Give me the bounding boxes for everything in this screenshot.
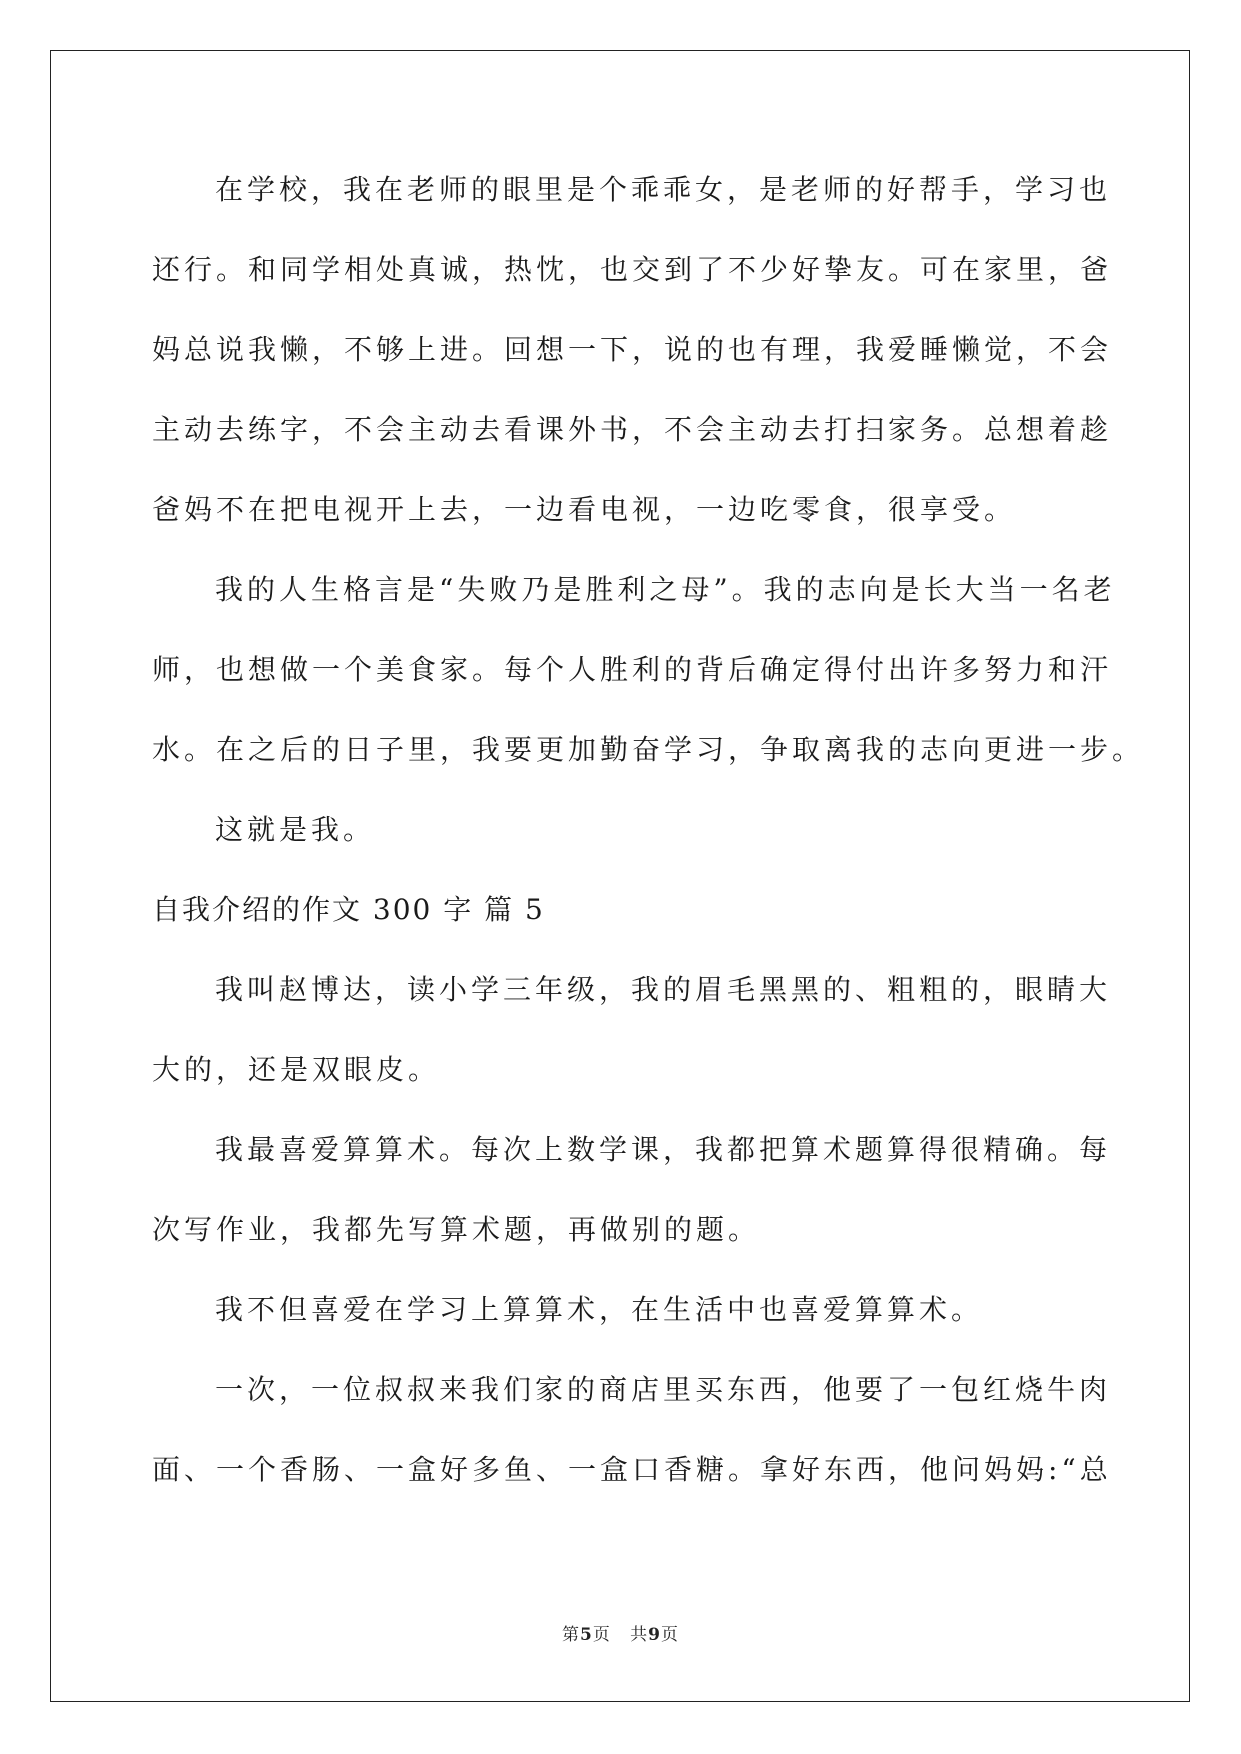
current-page-number: 5 xyxy=(580,1625,593,1645)
text-line: 我的人生格言是“失败乃是胜利之母”。我的志向是长大当一名老 xyxy=(215,573,1116,606)
footer-prefix: 第 xyxy=(562,1625,581,1645)
total-page-number: 9 xyxy=(648,1625,661,1645)
text-line: 我最喜爱算算术。每次上数学课，我都把算术题算得很精确。每 xyxy=(215,1133,1112,1166)
text-line: 一次，一位叔叔来我们家的商店里买东西，他要了一包红烧牛肉 xyxy=(215,1373,1112,1406)
text-line: 在学校，我在老师的眼里是个乖乖女，是老师的好帮手，学习也 xyxy=(215,173,1112,206)
section-heading: 自我介绍的作文 300 字 篇 5 xyxy=(152,893,545,926)
text-line: 师，也想做一个美食家。每个人胜利的背后确定得付出许多努力和汗 xyxy=(152,653,1113,686)
text-line: 主动去练字，不会主动去看课外书，不会主动去打扫家务。总想着趁 xyxy=(152,413,1113,446)
text-line: 水。在之后的日子里，我要更加勤奋学习，争取离我的志向更进一步。 xyxy=(152,733,1145,766)
text-line: 面、一个香肠、一盒好多鱼、一盒口香糖。拿好东西，他问妈妈:“总 xyxy=(152,1453,1112,1486)
text-line: 我不但喜爱在学习上算算术，在生活中也喜爱算算术。 xyxy=(215,1293,984,1326)
text-line: 这就是我。 xyxy=(215,813,376,846)
text-line: 爸妈不在把电视开上去，一边看电视，一边吃零食，很享受。 xyxy=(152,493,1017,526)
text-line: 我叫赵博达，读小学三年级，我的眉毛黑黑的、粗粗的，眼睛大 xyxy=(215,973,1112,1006)
text-line: 大的，还是双眼皮。 xyxy=(152,1053,441,1086)
text-line: 妈总说我懒，不够上进。回想一下，说的也有理，我爱睡懒觉，不会 xyxy=(152,333,1113,366)
text-line: 次写作业，我都先写算术题，再做别的题。 xyxy=(152,1213,761,1246)
text-line: 还行。和同学相处真诚，热忱，也交到了不少好挚友。可在家里，爸 xyxy=(152,253,1113,286)
document-body xyxy=(152,160,1145,1520)
footer-suffix: 页 xyxy=(660,1625,679,1645)
page-footer xyxy=(0,1620,1241,1645)
footer-middle: 页 共 xyxy=(592,1625,649,1645)
